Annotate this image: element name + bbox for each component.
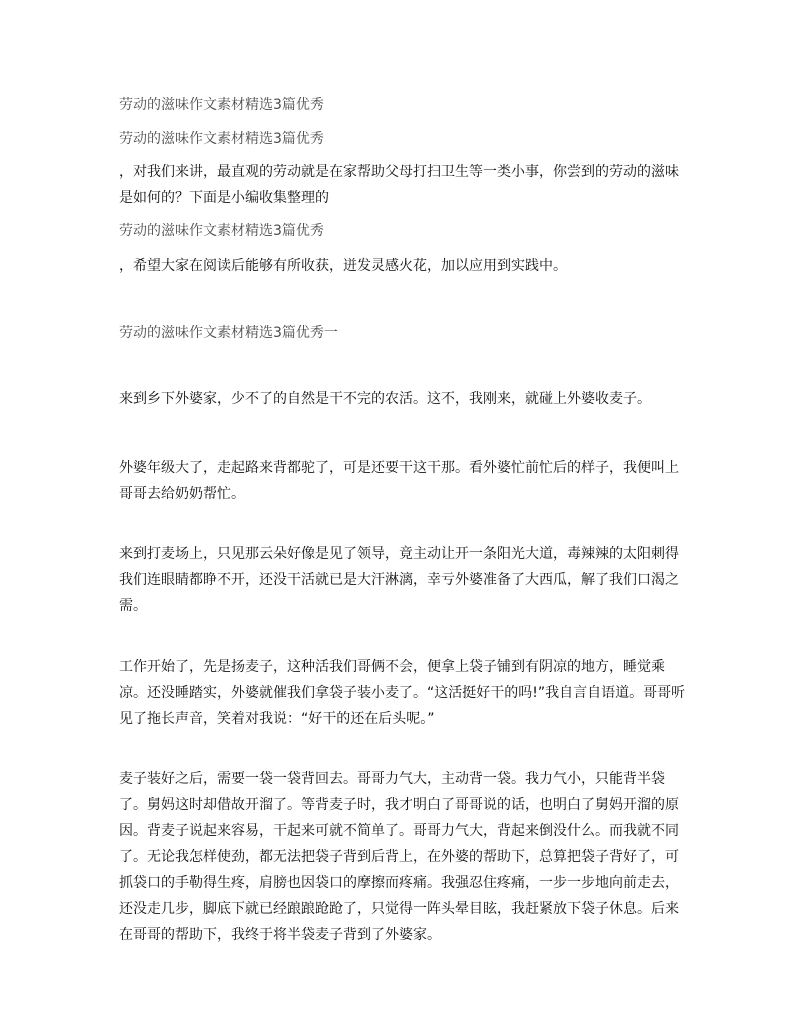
intro-paragraph: ，对我们来讲，最直观的劳动就是在家帮助父母打扫卫生等一类小事，你尝到的劳动的滋味是如何的？下面是小编收集整理的 (119, 164, 679, 206)
paragraph-1: 来到乡下外婆家，少不了的自然是干不完的农活。这不，我刚来，就碰上外婆收麦子。 (119, 391, 651, 407)
paragraph-4: 工作开始了，先是扬麦子，这种活我们哥俩不会，便拿上袋子铺到有阴凉的地方，睡觉乘凉。还没睡踏实，外婆就催我们拿袋子装小麦了。“这活挺好干的吗!”我自言自语道。哥哥听见了拖长声音，笑着对我说：“好干的还在后头呢。” (119, 659, 686, 727)
intro-paragraph-continued: ，希望大家在阅读后能够有所收获，迸发灵感火花，加以应用到实践中。 (119, 258, 567, 274)
paragraph-2: 外婆年级大了，走起路来背都驼了，可是还要干这干那。看外婆忙前忙后的样子，我便叫上哥哥去给奶奶帮忙。 (119, 460, 679, 502)
paragraph-5: 麦子装好之后，需要一袋一袋背回去。哥哥力气大，主动背一袋。我力气小，只能背半袋了。舅妈这时却借故开溜了。等背麦子时，我才明白了哥哥说的话，也明白了舅妈开溜的原因。背麦子说起来容易，干起来可就不简单了。哥哥力气大，背起来倒没什么。而我就不同了。无论我怎样使劲，都无法把袋子背到后背上，在外婆的帮助下，总算把袋子背好了，可抓袋口的手勒得生疼，肩膀也因袋口的摩擦而疼痛。我强忍住疼痛，一步一步地向前走去，还没走几步，脚底下就已经踉踉跄跄了，只觉得一阵头晕目眩，我赶紧放下袋子休息。后来在哥哥的帮助下，我终于将半袋麦子背到了外婆家。 (119, 771, 679, 943)
doc-title-repeat: 劳动的滋味作文素材精选3篇优秀 (119, 131, 324, 147)
doc-title: 劳动的滋味作文素材精选3篇优秀 (119, 97, 324, 113)
doc-title-inline: 劳动的滋味作文素材精选3篇优秀 (119, 223, 324, 239)
section-heading: 劳动的滋味作文素材精选3篇优秀一 (119, 325, 338, 341)
paragraph-3: 来到打麦场上，只见那云朵好像是见了领导，竟主动让开一条阳光大道，毒辣辣的太阳刺得我们连眼睛都睁不开，还没干活就已是大汗淋漓，幸亏外婆准备了大西瓜，解了我们口渴之需。 (119, 546, 679, 614)
